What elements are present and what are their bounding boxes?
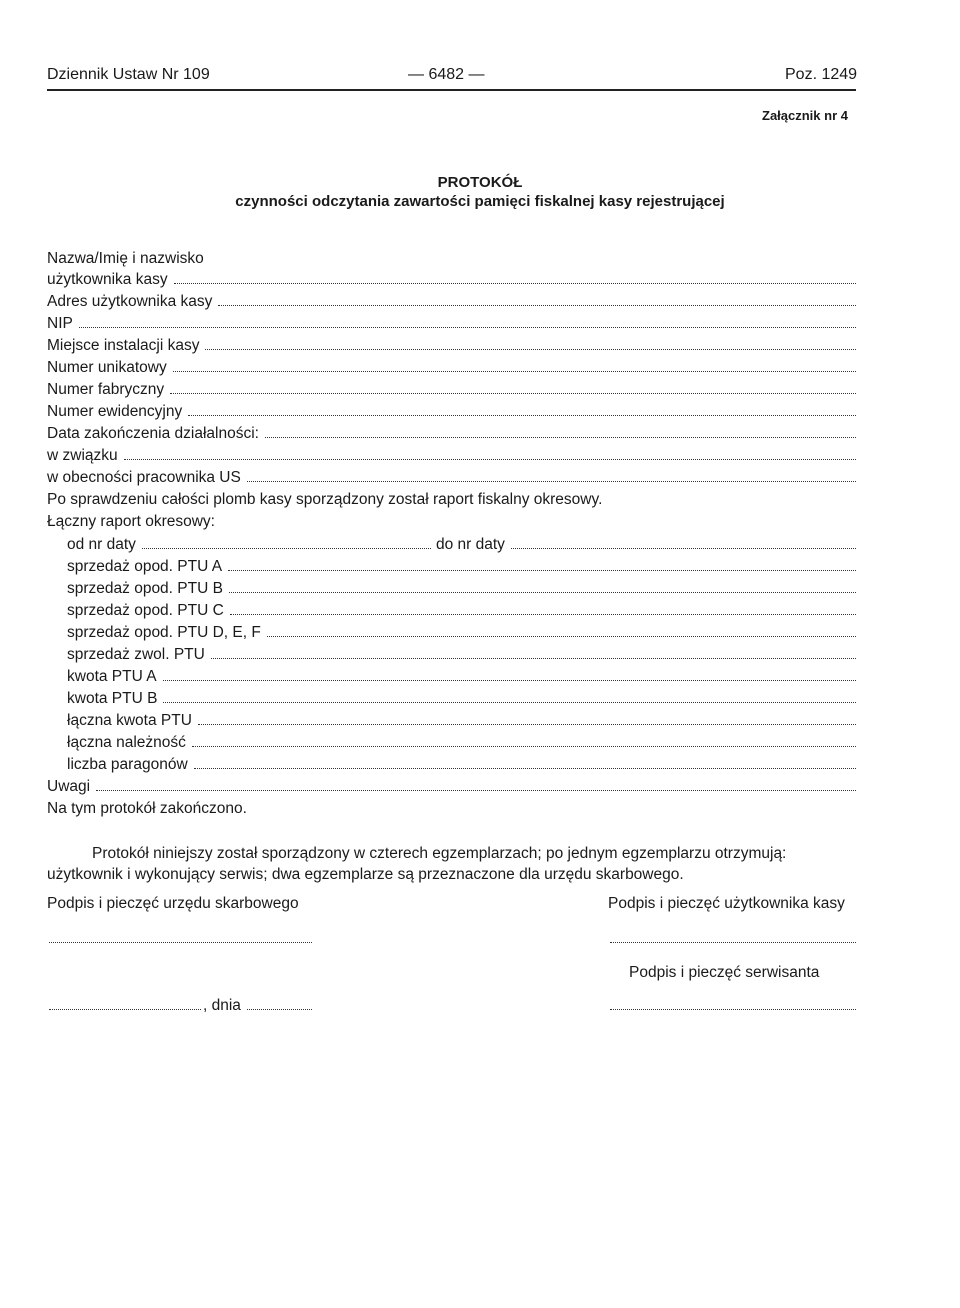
fill-line bbox=[205, 336, 856, 350]
total-due-label: łączna należność bbox=[67, 734, 186, 751]
fill-line bbox=[163, 689, 856, 703]
journal-name: Dziennik Ustaw Nr 109 bbox=[47, 66, 210, 83]
factory-number-label: Numer fabryczny bbox=[47, 381, 165, 398]
receipts-label: liczba paragonów bbox=[67, 756, 188, 773]
fill-line bbox=[174, 270, 856, 284]
from-date-label: od nr daty bbox=[67, 536, 136, 553]
place-line bbox=[49, 996, 201, 1010]
fill-line bbox=[198, 711, 856, 725]
from-date-field bbox=[67, 535, 431, 555]
remarks-field bbox=[47, 777, 856, 797]
date-field bbox=[49, 996, 312, 1016]
fill-line bbox=[96, 777, 856, 791]
registry-number-label: Numer ewidencyjny bbox=[47, 403, 183, 420]
tax-b-label: kwota PTU B bbox=[67, 690, 158, 707]
total-due-field bbox=[67, 733, 856, 753]
address-label: Adres użytkownika kasy bbox=[47, 293, 213, 310]
user-signature-line bbox=[610, 941, 856, 943]
to-date-label: do nr daty bbox=[436, 536, 505, 553]
date-line bbox=[247, 996, 312, 1010]
install-place-label: Miejsce instalacji kasy bbox=[47, 337, 200, 354]
service-signature-line bbox=[610, 1008, 856, 1010]
date-label: , dnia bbox=[203, 997, 241, 1014]
to-date-field bbox=[436, 535, 856, 555]
position-number: Poz. 1249 bbox=[785, 66, 858, 83]
end-date-label: Data zakończenia działalności: bbox=[47, 425, 259, 442]
fill-line bbox=[192, 733, 856, 747]
report-heading: Łączny raport okresowy: bbox=[47, 513, 215, 530]
fill-line bbox=[188, 402, 856, 416]
sale-a-field bbox=[67, 557, 856, 577]
fill-line bbox=[194, 755, 856, 769]
factory-number-field bbox=[47, 380, 856, 400]
nip-field bbox=[47, 314, 856, 334]
user-signature-label: Podpis i pieczęć użytkownika kasy bbox=[608, 895, 845, 912]
tax-total-label: łączna kwota PTU bbox=[67, 712, 192, 729]
sale-def-label: sprzedaż opod. PTU D, E, F bbox=[67, 624, 261, 641]
fill-line bbox=[230, 601, 856, 615]
tax-a-label: kwota PTU A bbox=[67, 668, 157, 685]
fill-line bbox=[267, 623, 856, 637]
fill-line bbox=[247, 468, 856, 482]
document-title: PROTOKÓŁ bbox=[437, 174, 523, 191]
in-connection-field bbox=[47, 446, 856, 466]
name-label-line2: użytkownika kasy bbox=[47, 271, 168, 288]
fill-line bbox=[228, 557, 856, 571]
closing-text: Na tym protokół zakończono. bbox=[47, 800, 247, 817]
statement: Po sprawdzeniu całości plomb kasy sporządzony został raport fiskalny okresowy. bbox=[47, 491, 603, 508]
in-presence-label: w obecności pracownika US bbox=[47, 469, 241, 486]
attachment-label: Załącznik nr 4 bbox=[762, 108, 848, 123]
tax-office-signature-label: Podpis i pieczęć urzędu skarbowego bbox=[47, 895, 299, 912]
fill-line bbox=[124, 446, 856, 460]
tax-b-field bbox=[67, 689, 856, 709]
sale-b-field bbox=[67, 579, 856, 599]
sale-exempt-label: sprzedaż zwol. PTU bbox=[67, 646, 205, 663]
fill-line bbox=[163, 667, 856, 681]
sale-c-field bbox=[67, 601, 856, 621]
fill-line bbox=[265, 424, 856, 438]
fill-line bbox=[173, 358, 856, 372]
sale-b-label: sprzedaż opod. PTU B bbox=[67, 580, 223, 597]
sale-exempt-field bbox=[67, 645, 856, 665]
remarks-label: Uwagi bbox=[47, 778, 91, 795]
name-label-line1: Nazwa/Imię i nazwisko bbox=[47, 250, 204, 267]
install-place-field bbox=[47, 336, 856, 356]
tax-office-signature-line bbox=[49, 941, 312, 943]
sale-def-field bbox=[67, 623, 856, 643]
unique-number-label: Numer unikatowy bbox=[47, 359, 167, 376]
service-signature-label: Podpis i pieczęć serwisanta bbox=[629, 964, 820, 981]
name-field bbox=[47, 270, 856, 290]
end-date-field bbox=[47, 424, 856, 444]
tax-total-field bbox=[67, 711, 856, 731]
fill-line bbox=[229, 579, 856, 593]
address-field bbox=[47, 292, 856, 312]
tax-a-field bbox=[67, 667, 856, 687]
sale-a-label: sprzedaż opod. PTU A bbox=[67, 558, 223, 575]
fill-line bbox=[218, 292, 856, 306]
registry-number-field bbox=[47, 402, 856, 422]
receipts-field bbox=[67, 755, 856, 775]
document-subtitle: czynności odczytania zawartości pamięci fiskalnej kasy rejestrującej bbox=[235, 193, 725, 210]
nip-label: NIP bbox=[47, 315, 73, 332]
in-connection-label: w związku bbox=[47, 447, 118, 464]
in-presence-field bbox=[47, 468, 856, 488]
unique-number-field bbox=[47, 358, 856, 378]
sale-c-label: sprzedaż opod. PTU C bbox=[67, 602, 224, 619]
page-number: — 6482 — bbox=[408, 66, 485, 83]
fill-line bbox=[170, 380, 856, 394]
fill-line bbox=[211, 645, 856, 659]
copies-paragraph: Protokół niniejszy został sporządzony w czterech egzemplarzach; po jednym egzemplarzu otrzymują: użytkownik i wykonujący serwis; dwa egzemplarze są przeznaczone dla urzędu skarbowego. bbox=[47, 845, 787, 883]
fill-line bbox=[79, 314, 856, 328]
fill-line bbox=[142, 535, 431, 549]
header-rule bbox=[47, 89, 856, 91]
fill-line bbox=[511, 535, 856, 549]
